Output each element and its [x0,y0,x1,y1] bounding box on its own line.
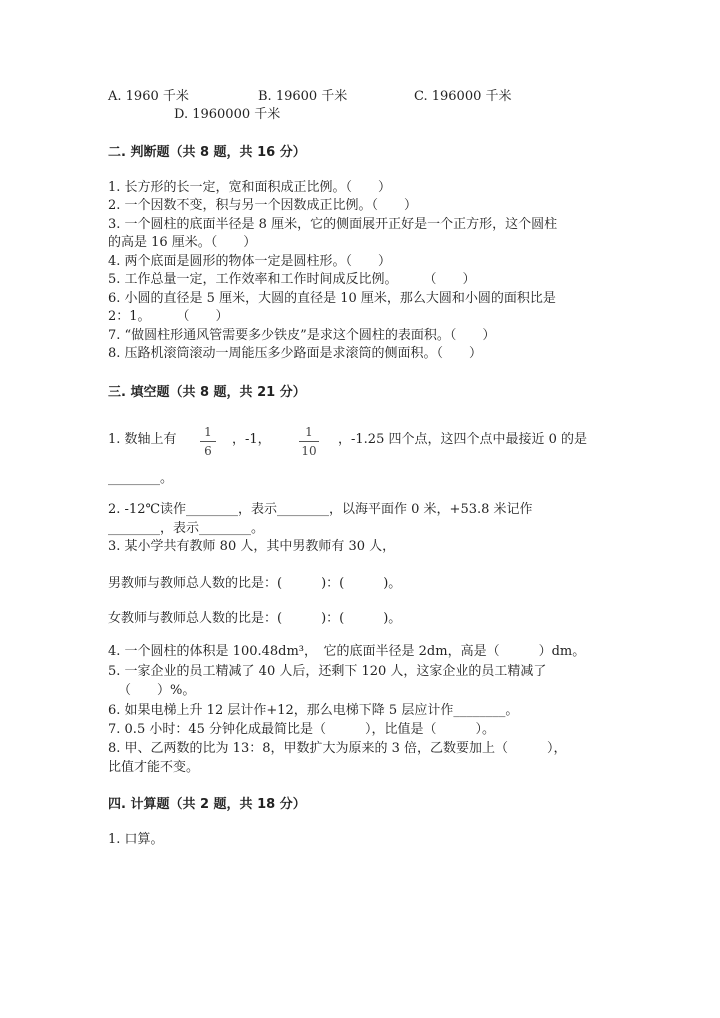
fill-q1-blank: ________。 [108,471,174,486]
judge-item: 6. 小圆的直径是 5 厘米，大圆的直径是 10 厘米，那么大圆和小圆的面积比是 [108,291,556,306]
fraction-denominator: 6 [204,444,212,458]
fraction-numerator: 1 [204,425,212,439]
fill-item: （ ）%。 [118,683,196,698]
judge-item: 3. 一个圆柱的底面半径是 8 厘米，它的侧面展开正好是一个正方形，这个圆柱 [108,217,558,232]
fraction-numerator: 1 [305,425,313,439]
fill-item: 2. -12℃读作________，表示________，以海平面作 0 米，+53.8 米记作 [108,502,533,517]
fill-item: 3. 某小学共有教师 80 人，其中男教师有 30 人， [108,539,396,554]
choice-a: A. 1960 千米 [108,89,189,104]
fill-q1-suffix: ，-1.25 四个点，这四个点中最接近 0 的是 [338,432,588,447]
fill-item: 4. 一个圆柱的体积是 100.48dm³， 它的底面半径是 2dm，高是（ ）dm。 [108,644,586,659]
choice-c: C. 196000 千米 [414,89,512,104]
judge-item: 2. 一个因数不变，积与另一个因数成正比例。（ ） [108,198,418,213]
fill-item: 6. 如果电梯上升 12 层计作+12，那么电梯下降 5 层应计作________。 [108,703,519,718]
fill-q1-prefix: 1. 数轴上有 [108,432,177,447]
fraction-denominator: 10 [301,444,317,458]
judge-item: 5. 工作总量一定，工作效率和工作时间成反比例。 （ ） [108,272,476,287]
section3-heading: 三. 填空题（共 8 题，共 21 分） [108,385,306,400]
judge-item: 2：1。 （ ） [108,309,229,324]
section4-heading: 四. 计算题（共 2 题，共 18 分） [108,797,306,812]
fraction-one-sixth [200,424,216,459]
choice-d: D. 1960000 千米 [174,107,281,122]
fraction-bar [200,441,216,442]
fill-item: 男教师与教师总人数的比是：( )：( )。 [108,576,402,591]
fraction-one-tenth [299,424,319,459]
fill-item: 女教师与教师总人数的比是：( )：( )。 [108,611,402,626]
calc-item: 1. 口算。 [108,832,164,847]
judge-item: 1. 长方形的长一定，宽和面积成正比例。（ ） [108,180,392,195]
fill-item: 5. 一家企业的员工精减了 40 人后，还剩下 120 人，这家企业的员工精减了 [108,664,547,679]
fill-q1-middle: ，-1， [232,432,271,447]
fraction-bar [299,441,319,442]
choice-b: B. 19600 千米 [258,89,348,104]
judge-item: 的高是 16 厘米。（ ） [108,235,257,250]
judge-item: 7. “做圆柱形通风管需要多少铁皮”是求这个圆柱的表面积。（ ） [108,328,496,343]
fill-item: 比值才能不变。 [108,760,200,775]
judge-item: 4. 两个底面是圆形的物体一定是圆柱形。（ ） [108,254,392,269]
section2-heading: 二. 判断题（共 8 题，共 16 分） [108,145,306,160]
judge-item: 8. 压路机滚筒滚动一周能压多少路面是求滚筒的侧面积。（ ） [108,346,483,361]
fill-item: 7. 0.5 小时：45 分钟化成最简比是（ ），比值是（ ）。 [108,722,496,737]
fill-item: ________，表示________。 [108,521,265,536]
fill-item: 8. 甲、乙两数的比为 13：8，甲数扩大为原来的 3 倍，乙数要加上（ ）， [108,741,567,756]
